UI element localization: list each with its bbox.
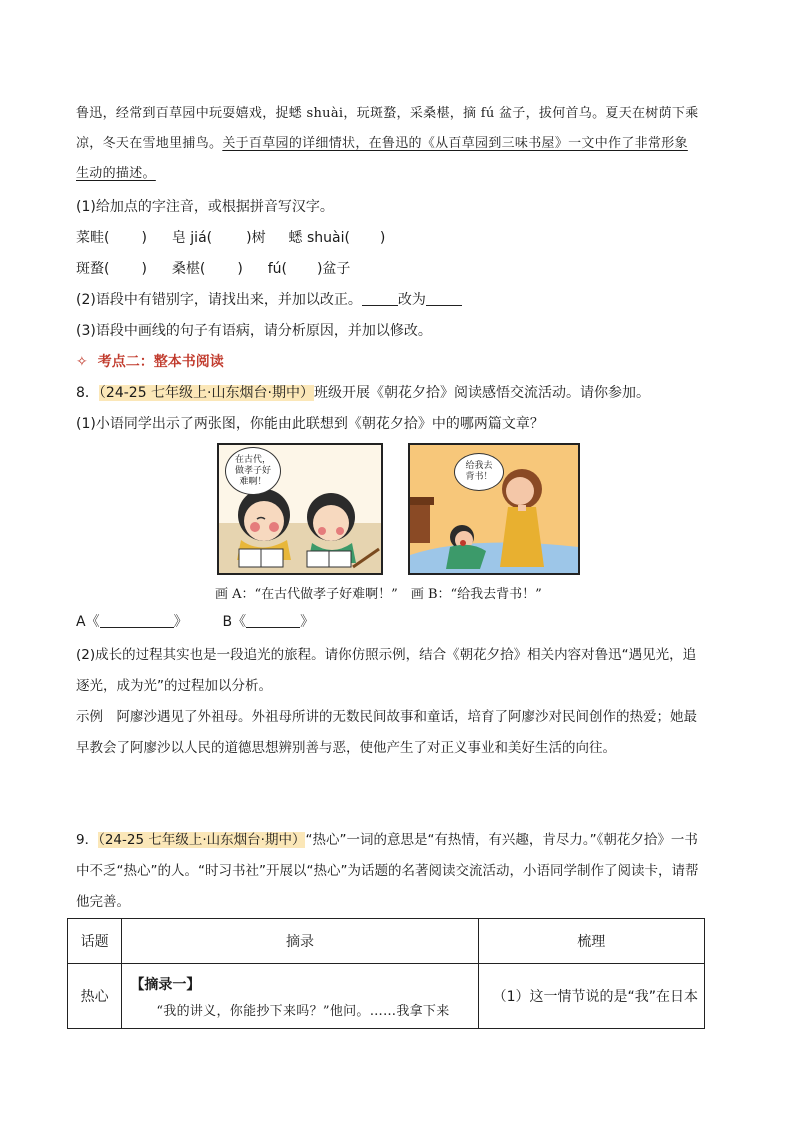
q7-row1	[76, 228, 385, 248]
q7-row2-a: 斑蝥(	[76, 261, 110, 277]
q7-row1-a-close: )	[141, 230, 147, 246]
q7-sub2	[76, 290, 462, 310]
q8-answer-a-label: A《	[76, 614, 100, 630]
q7-row2-c-close: )盆子	[316, 261, 351, 277]
passage-line-2-plain: 凉，冬天在雪地里捕鸟。	[76, 136, 223, 151]
q7-sub3: (3)语段中画线的句子有语病，请分析原因，并加以修改。	[76, 323, 432, 339]
q8-answer-row	[76, 612, 314, 632]
comic-b	[408, 443, 580, 575]
q9-line-3: 他完善。	[76, 894, 130, 910]
q7-row2-a-close: )	[141, 261, 147, 277]
comic-a	[217, 443, 383, 575]
passage-line-3	[76, 164, 156, 184]
section-2-title: 考点二：整本书阅读	[97, 354, 224, 370]
excerpt-title: 【摘录一】	[130, 977, 201, 993]
q9-source: （24-25 七年级上·山东烟台·期中）	[98, 832, 306, 848]
q7-row1-a: 菜畦(	[76, 230, 110, 246]
q8-example-line-1: 示例 阿廖沙遇见了外祖母。外祖母所讲的无数民间故事和童话，培育了阿廖沙对民间创作的热爱；她最	[76, 709, 697, 725]
q7-row2-b-close: )	[237, 261, 243, 277]
comic-a-speech-bubble: 在古代， 做孝子好 难啊！	[225, 447, 281, 495]
passage-line-2	[76, 134, 688, 154]
q8-answer-b-close: 》	[300, 614, 315, 630]
q7-row1-c: 蟋 shuài(	[288, 230, 350, 246]
passage-line-2-underlined: 关于百草园的详细情状，在鲁迅的《从百草园到三味书屋》一文中作了非常形象	[222, 136, 688, 151]
q9-line-1-text: “热心”一词的意思是“有热情，有兴趣，肯尽力。”《朝花夕拾》一书	[305, 832, 698, 848]
q8-answer-a-blank[interactable]	[100, 613, 174, 628]
q8-answer-a-close: 》	[173, 614, 188, 630]
reading-card-table	[67, 918, 705, 1029]
table-cell-topic: 热心	[68, 964, 122, 1029]
q7-row2-b: 桑椹(	[171, 261, 206, 277]
diamond-icon: ✧	[76, 354, 88, 370]
q8-answer-b-blank[interactable]	[246, 613, 300, 628]
table-header-excerpt: 摘录	[122, 919, 478, 964]
comic-caption: 画 A：“在古代做孝子好难啊！” 画 B：“给我去背书！”	[215, 587, 542, 602]
q7-row1-c-close: )	[379, 230, 386, 246]
q7-sub2-blank-wrong[interactable]	[362, 291, 398, 306]
q7-row2-c: fú(	[267, 261, 287, 277]
section-2-header	[76, 352, 224, 372]
q8-source: （24-25 七年级上·山东烟台·期中）	[98, 385, 314, 401]
passage-line-1: 鲁迅，经常到百草园中玩耍嬉戏，捉蟋 shuài，玩斑蝥，采桑椹，摘 fú 盆子，拔何首乌。夏天在树荫下乘	[76, 106, 699, 121]
q7-row1-b: 皂 jiá(	[171, 230, 213, 246]
q7-row2	[76, 259, 350, 279]
table-cell-analysis[interactable]: （1）这一情节说的是“我”在日本	[478, 964, 704, 1029]
q8-header	[76, 383, 650, 403]
table-row	[68, 964, 705, 1029]
comic-b-speech-bubble: 给我去 背书！	[454, 453, 504, 491]
excerpt-text: “我的讲义，你能抄下来吗？”他问。……我拿下来	[156, 1004, 450, 1019]
q9-line-2: 中不乏“热心”的人。“时习书社”开展以“热心”为话题的名著阅读交流活动，小语同学制作了阅读卡，请帮	[76, 863, 699, 879]
q8-number: 8．	[76, 385, 99, 401]
table-cell-excerpt	[122, 964, 478, 1029]
passage-line-3-underlined: 生动的描述。	[76, 166, 156, 181]
table-header-row	[68, 919, 705, 964]
q9-number: 9．	[76, 832, 99, 848]
q8-sub2-line-1: (2)成长的过程其实也是一段追光的旅程。请你仿照示例，结合《朝花夕拾》相关内容对鲁迅“遇见光，追	[76, 647, 697, 663]
table-header-topic: 话题	[68, 919, 122, 964]
q8-sub2-line-2: 逐光，成为光”的过程加以分析。	[76, 678, 272, 694]
table-header-analysis: 梳理	[478, 919, 704, 964]
q8-intro: 班级开展《朝花夕拾》阅读感悟交流活动。请你参加。	[313, 385, 650, 401]
q7-row1-b-close: )树	[246, 230, 266, 246]
q7-sub2-mid: 改为	[397, 292, 426, 308]
q8-example-line-2: 早教会了阿廖沙以人民的道德思想辨别善与恶，使他产生了对正义事业和美好生活的向往。	[76, 740, 616, 756]
q7-sub1: (1)给加点的字注音，或根据拼音写汉字。	[76, 199, 334, 215]
q7-sub2-blank-right[interactable]	[426, 291, 462, 306]
q7-sub2-text: (2)语段中有错别字，请找出来，并加以改正。	[76, 292, 362, 308]
q8-sub1: (1)小语同学出示了两张图，你能由此联想到《朝花夕拾》中的哪两篇文章？	[76, 416, 544, 432]
q8-answer-b-label: B《	[222, 614, 247, 630]
q9-line-1	[76, 830, 698, 850]
